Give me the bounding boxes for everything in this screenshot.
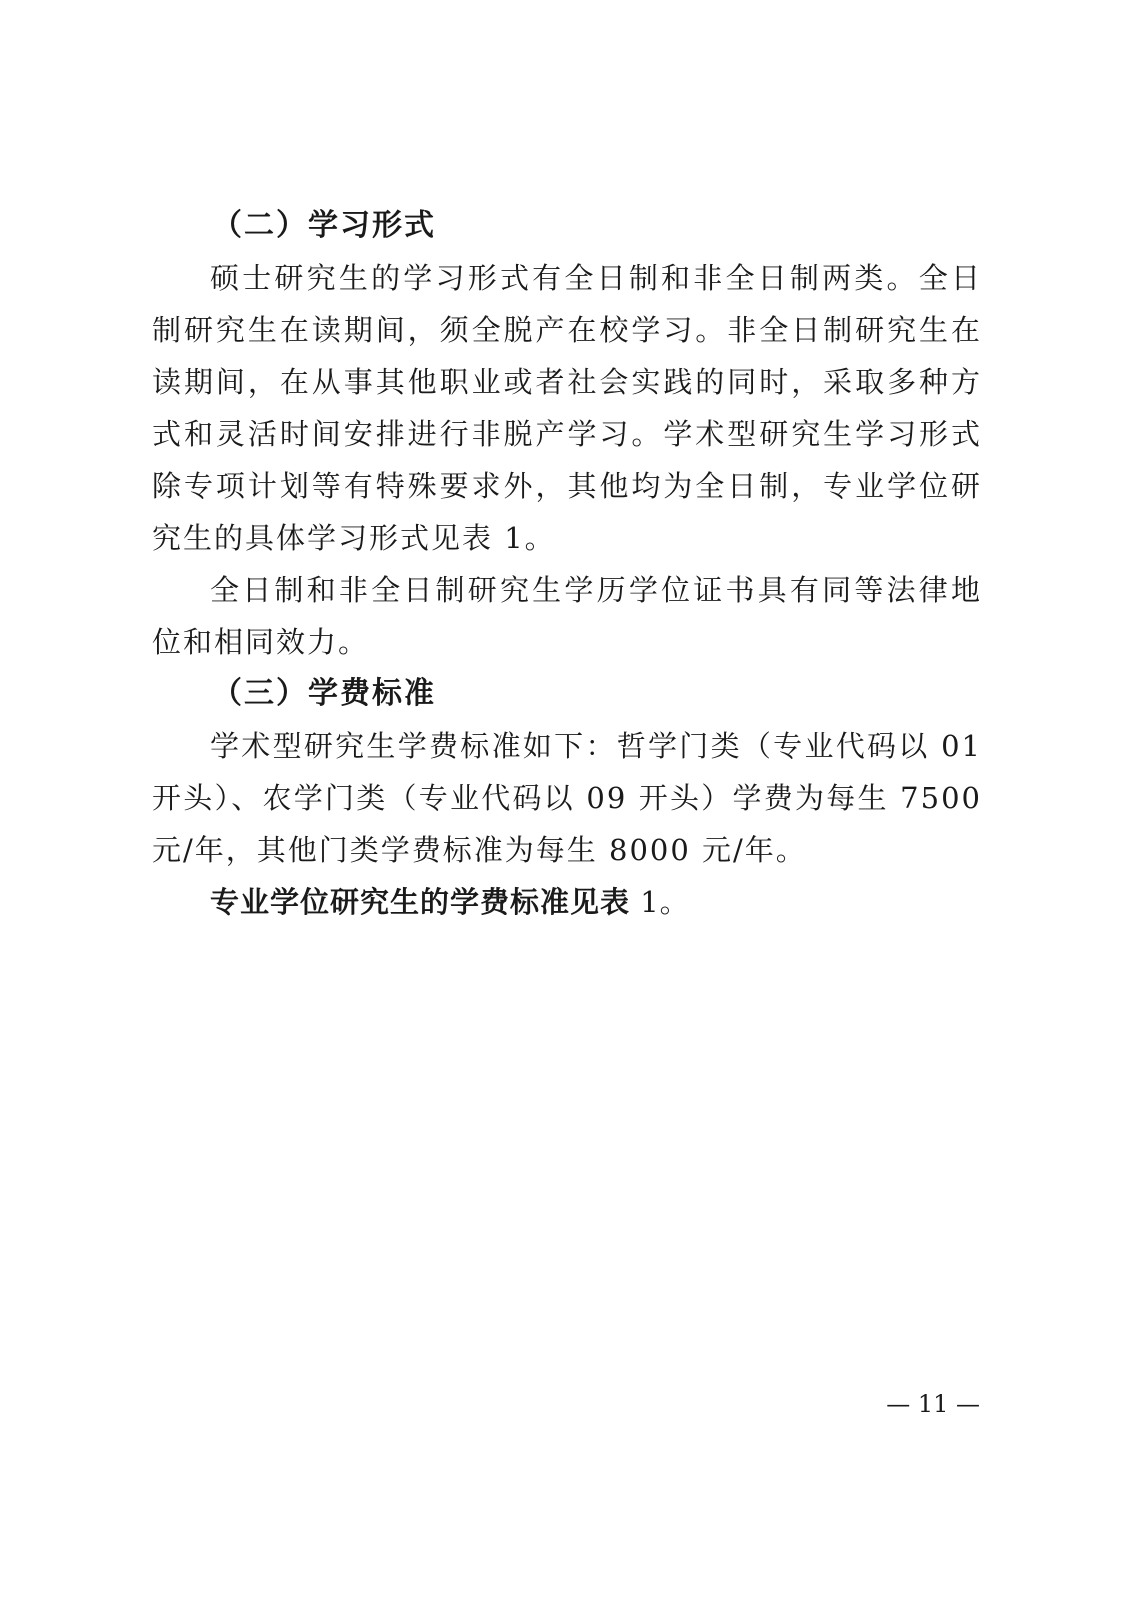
professional-tuition-text: 专业学位研究生的学费标准见表 <box>210 885 631 919</box>
paragraph-professional-tuition <box>152 876 982 928</box>
section-heading-study-form: （二）学习形式 <box>212 208 436 243</box>
professional-tuition-suffix: 1。 <box>630 885 690 919</box>
page-number: — 11 — <box>886 1390 980 1418</box>
paragraph-tuition-standard: 学术型研究生学费标准如下：哲学门类（专业代码以 01 开头）、农学门类（专业代码以 09 开头）学费为每生 7500 元/年，其他门类学费标准为每生 8000 元/年。 <box>152 729 982 867</box>
paragraph-study-form: 硕士研究生的学习形式有全日制和非全日制两类。全日制研究生在读期间，须全脱产在校学习。非全日制研究生在读期间，在从事其他职业或者社会实践的同时，采取多种方式和灵活时间安排进行非脱产学习。学术型研究生学习形式除专项计划等有特殊要求外，其他均为全日制，专业学位研究生的具体学习形式见表 1。 <box>152 261 982 555</box>
page-content <box>152 200 982 928</box>
section-heading-tuition: （三）学费标准 <box>212 676 436 711</box>
paragraph-certificate-equivalence: 全日制和非全日制研究生学历学位证书具有同等法律地位和相同效力。 <box>152 573 982 659</box>
